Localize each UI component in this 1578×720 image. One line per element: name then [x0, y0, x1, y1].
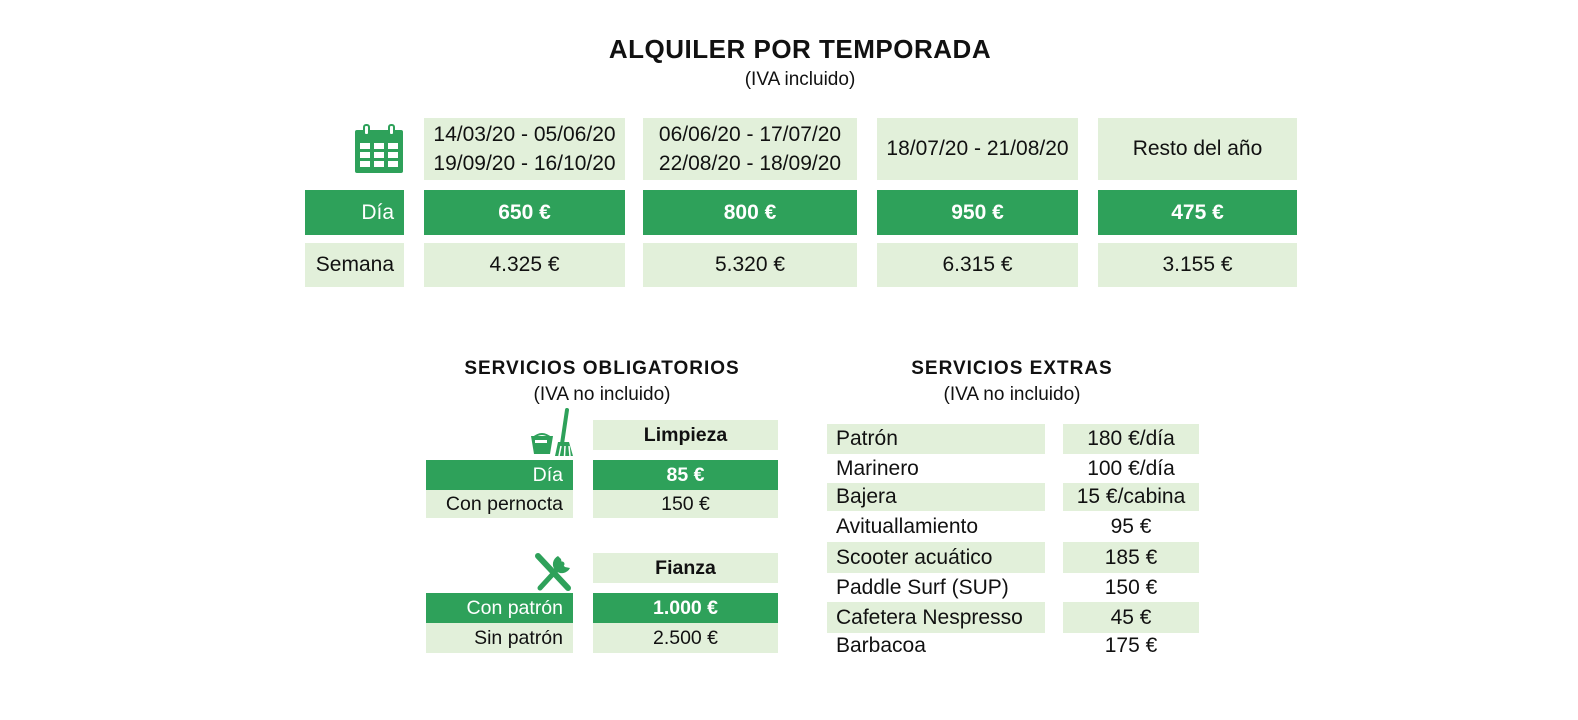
extra-name-5: Scooter acuático [827, 542, 1045, 573]
week-price-1: 4.325 € [424, 243, 625, 287]
week-price-4: 3.155 € [1098, 243, 1297, 287]
period-3-line1: 18/07/20 - 21/08/20 [886, 137, 1069, 160]
rental-title: ALQUILER POR TEMPORADA [608, 34, 992, 64]
day-price-4: 475 € [1098, 190, 1297, 235]
week-row-label: Semana [305, 243, 404, 287]
period-4 [1098, 118, 1297, 180]
period-2-line2: 22/08/20 - 18/09/20 [658, 152, 842, 175]
mandatory-title: SERVICIOS OBLIGATORIOS [464, 358, 740, 379]
extras-subtitle: (IVA no incluido) [943, 384, 1081, 405]
cleaning-overnight-price: 150 € [593, 490, 778, 518]
period-1 [424, 118, 625, 180]
extra-price-5: 185 € [1063, 542, 1199, 573]
day-price-2: 800 € [643, 190, 857, 235]
extra-price-2: 100 €/día [1087, 456, 1175, 480]
mandatory-subtitle: (IVA no incluido) [533, 384, 671, 405]
cleaning-day-price: 85 € [593, 460, 778, 490]
week-price-3: 6.315 € [877, 243, 1078, 287]
rental-subtitle: (IVA incluido) [744, 69, 856, 90]
period-4-line1: Resto del año [1132, 137, 1263, 160]
extra-price-8: 175 € [1104, 634, 1158, 657]
extra-name-6: Paddle Surf (SUP) [836, 575, 1009, 599]
day-price-1: 650 € [424, 190, 625, 235]
period-2 [643, 118, 857, 180]
period-3 [877, 118, 1078, 180]
extras-title: SERVICIOS EXTRAS [911, 358, 1113, 379]
bucket-mop-icon [527, 408, 575, 458]
day-row-label: Día [305, 190, 404, 235]
extra-price-4: 95 € [1110, 514, 1152, 538]
deposit-header: Fianza [593, 553, 778, 583]
tools-icon [532, 550, 576, 594]
period-1-line1: 14/03/20 - 05/06/20 [433, 123, 616, 146]
extra-name-3: Bajera [827, 483, 1045, 511]
deposit-without-skipper-label: Sin patrón [426, 623, 573, 653]
extra-name-2: Marinero [836, 456, 919, 480]
deposit-without-skipper-price: 2.500 € [593, 623, 778, 653]
period-2-line1: 06/06/20 - 17/07/20 [658, 123, 842, 146]
extra-price-7: 45 € [1063, 602, 1199, 633]
deposit-with-skipper-price: 1.000 € [593, 593, 778, 623]
day-price-3: 950 € [877, 190, 1078, 235]
cleaning-header: Limpieza [593, 420, 778, 450]
extra-name-4: Avituallamiento [836, 514, 979, 538]
week-price-2: 5.320 € [643, 243, 857, 287]
extra-name-8: Barbacoa [836, 634, 926, 657]
cleaning-day-label: Día [426, 460, 573, 490]
extra-name-7: Cafetera Nespresso [827, 602, 1045, 633]
extra-price-3: 15 €/cabina [1063, 483, 1199, 511]
extra-price-1: 180 €/día [1063, 424, 1199, 454]
deposit-with-skipper-label: Con patrón [426, 593, 573, 623]
extra-name-1: Patrón [827, 424, 1045, 454]
cleaning-overnight-label: Con pernocta [426, 490, 573, 518]
calendar-icon [354, 124, 404, 174]
period-1-line2: 19/09/20 - 16/10/20 [433, 152, 616, 175]
extra-price-6: 150 € [1104, 575, 1158, 599]
